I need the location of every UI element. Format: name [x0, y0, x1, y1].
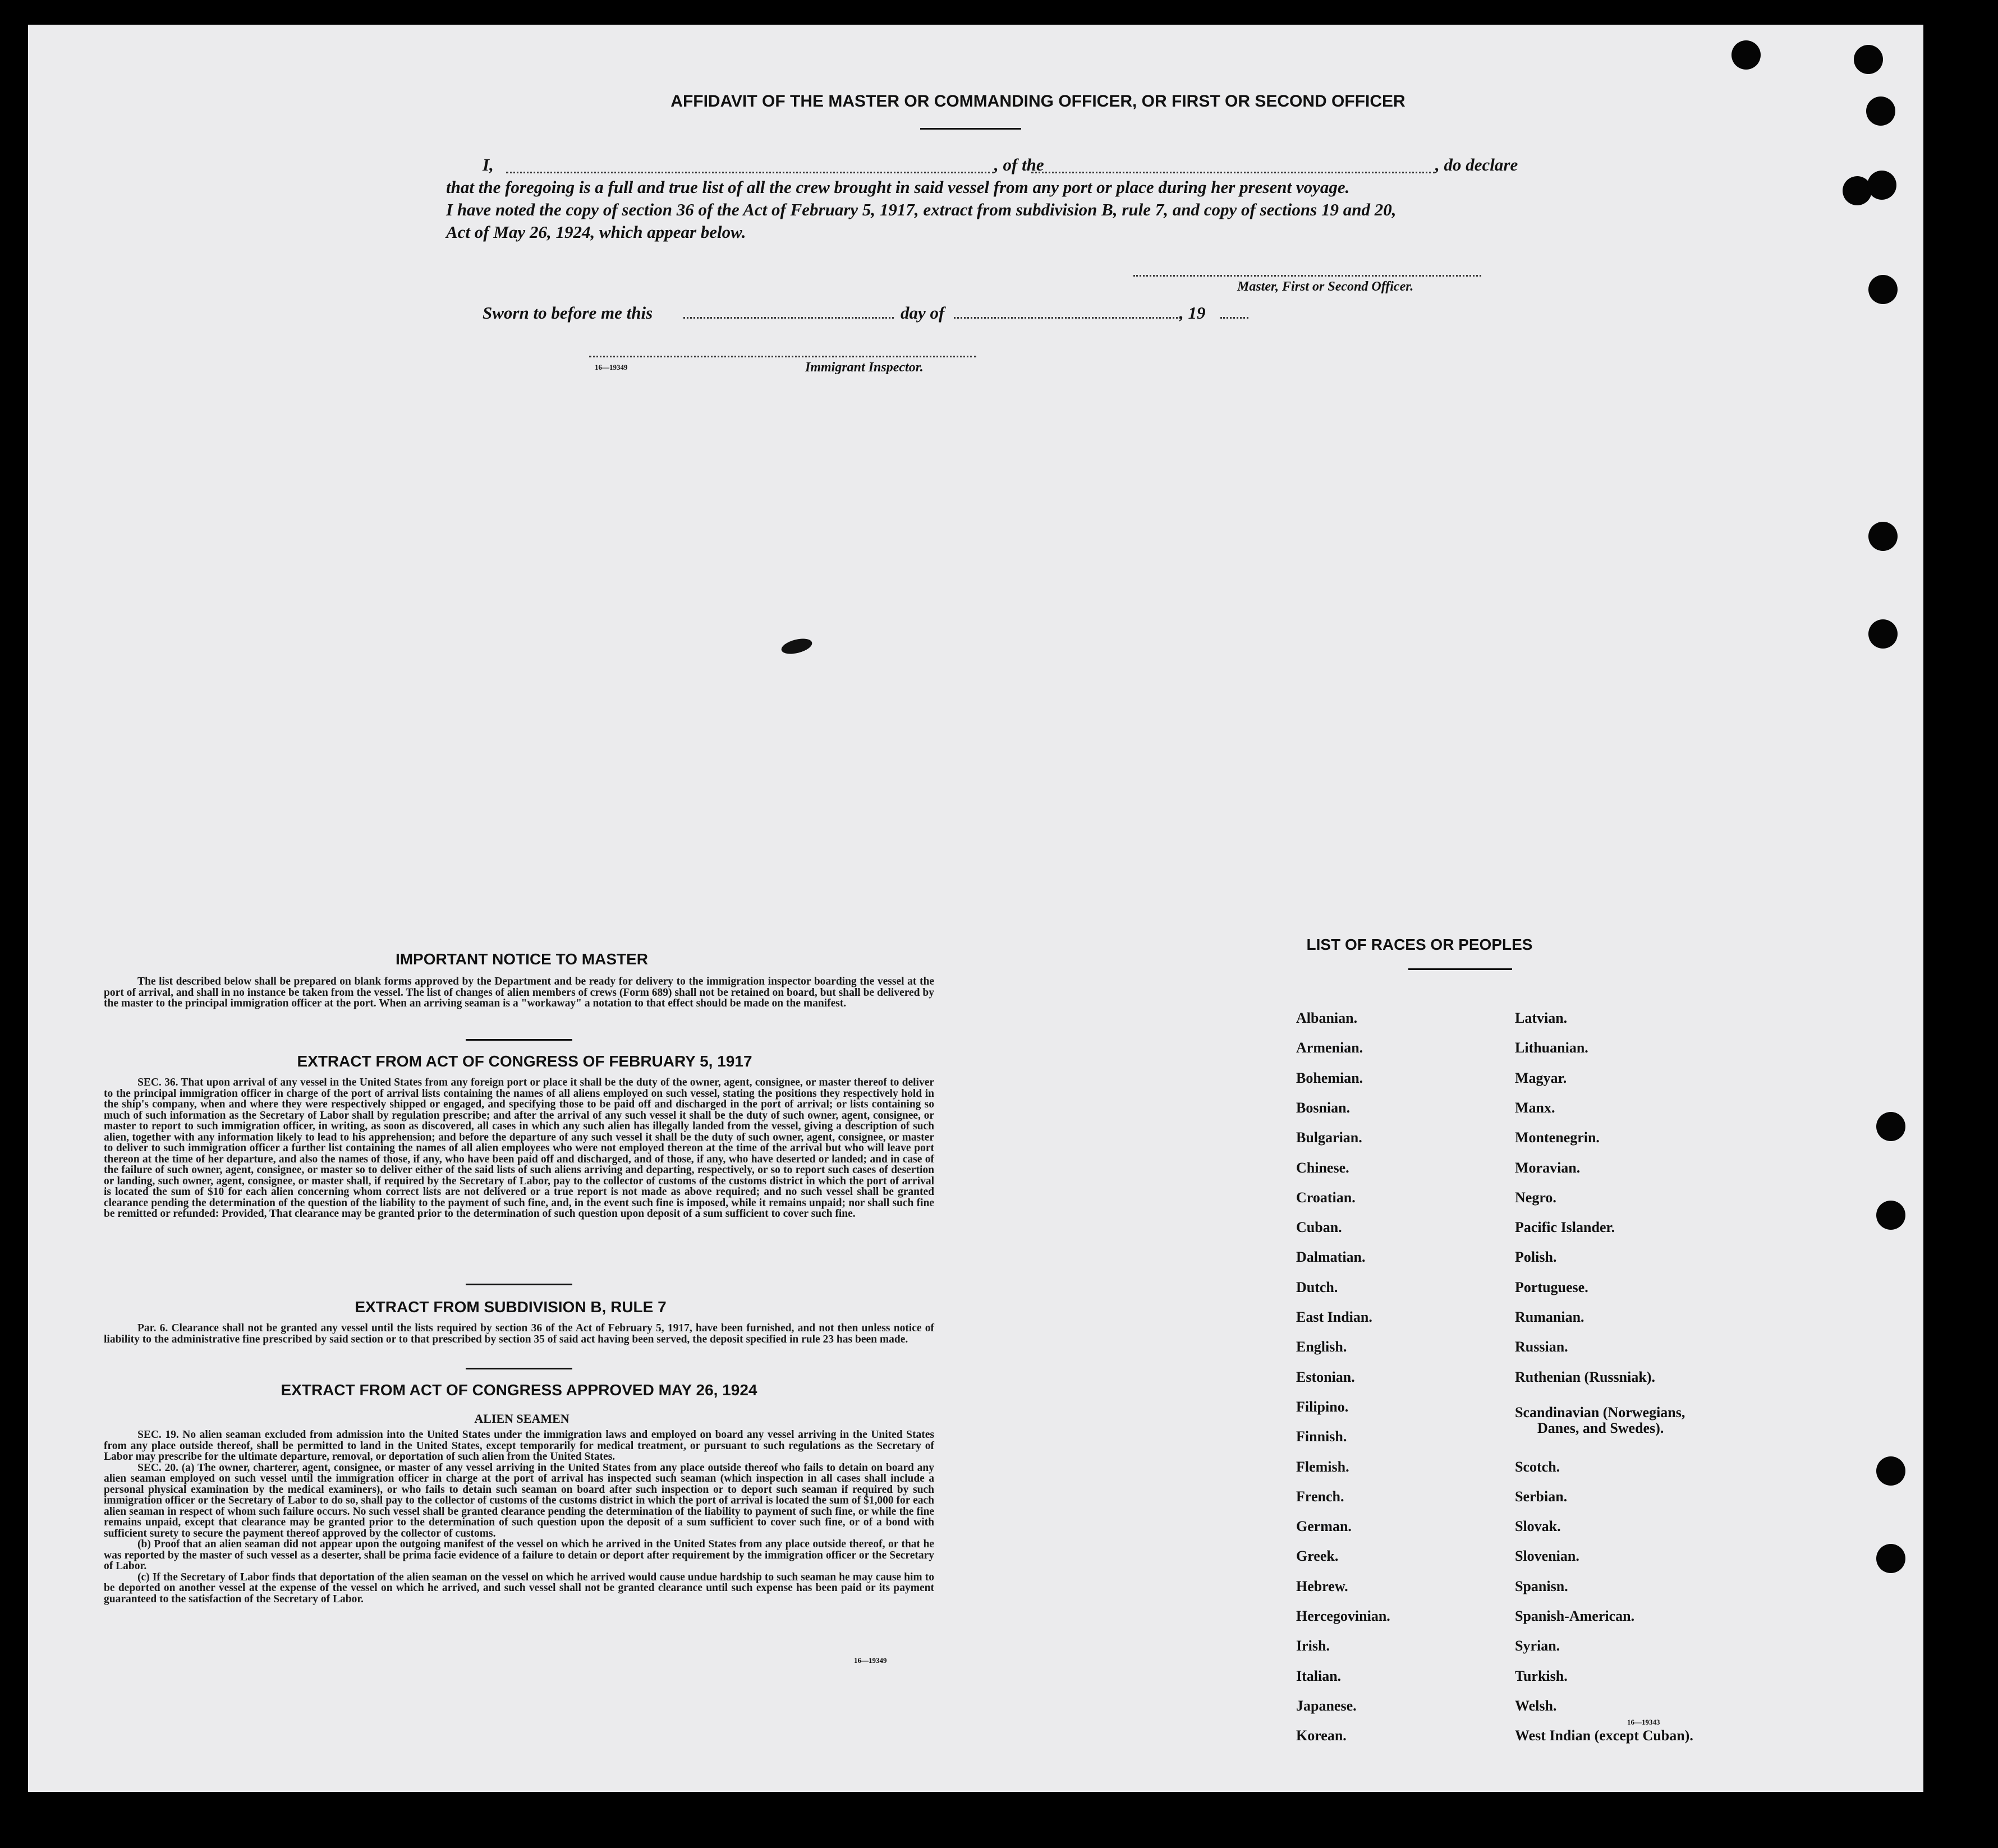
punch-hole: [1876, 1544, 1905, 1573]
race-item: Pacific Islander.: [1515, 1219, 1615, 1236]
ink-smudge: [780, 636, 814, 657]
inspector-label: Immigrant Inspector.: [805, 360, 924, 375]
race-item: Slovenian.: [1515, 1548, 1579, 1565]
declare-line-end: , do declare: [1435, 155, 1518, 174]
sec-19-paragraph: SEC. 19. No alien seaman excluded from admission into the United States under the immigration laws and employed on board any vessel arriving in the United States from any place outside thereof, shall be permitted to land in the United States, except temporarily for medical treatment, or pursuant to such regulations as the Secretary of Labor may prescribe for the ultimate departure, removal, or deportation of such alien from the United States.: [104, 1429, 934, 1463]
race-item: Montenegrin.: [1515, 1129, 1600, 1146]
race-item: Hebrew.: [1296, 1578, 1348, 1594]
race-item: Magyar.: [1515, 1069, 1567, 1086]
extract-1924-title: EXTRACT FROM ACT OF CONGRESS APPROVED MAY 26, 1924: [281, 1381, 757, 1399]
extract-1917-text: [104, 1077, 934, 1220]
alien-seamen-subtitle: ALIEN SEAMEN: [474, 1412, 569, 1426]
race-item: Armenian.: [1296, 1040, 1363, 1056]
race-item: Danes, and Swedes).: [1537, 1419, 1664, 1436]
declare-line-4: Act of May 26, 1924, which appear below.: [446, 222, 746, 242]
extract-form-number: 16—19349: [854, 1656, 887, 1665]
affidavit-form-number: 16—19349: [595, 363, 628, 371]
vessel-blank[interactable]: [1031, 172, 1435, 173]
race-item: West Indian (except Cuban).: [1515, 1727, 1693, 1744]
race-item: Polish.: [1515, 1249, 1557, 1266]
race-item: Bohemian.: [1296, 1069, 1363, 1086]
sec-36-paragraph: SEC. 36. That upon arrival of any vessel in the United States from any foreign port or place it shall be the duty of the owner, agent, consignee, or master thereof to deliver to the principal immigration officer in charge of the port of arrival lists containing the names of all aliens employed on such vessel, stating the positions they respectively hold in the ship's company, when and where they were respectively shipped or engaged, and specifying those to be paid off and discharged in the port of arrival; or lists containing so much of such information as the Secretary of Labor shall by regulation prescribe; and after the arrival of any such vessel it shall be the duty of such owner, agent, consignee, or master to report to such immigration officer, in writing, as soon as discovered, all cases in which any such alien has illegally landed from the vessel, giving a description of such alien, together with any information likely to lead to his apprehension; and before the departure of any such vessel it shall be the duty of such owner, agent, consignee, or master to deliver to such immigration officer a further list containing the names of all alien employees who were not employed thereon at the time of the arrival but who will leave port thereon at the time of her departure, and also the names of those, if any, who have been paid off and discharged, and of those, if any, who have deserted or landed; and in case of the failure of such owner, agent, consignee, or master so to deliver either of the said lists of such aliens arriving and departing, respectively, or so to report such cases of desertion or landing, such owner, agent, consignee, or master shall, if required by the Secretary of Labor, pay to the collector of customs of the customs district in which the port of arrival is located the sum of $10 for each alien concerning whom correct lists are not delivered or a true report is not made as above required; and no such vessel shall be granted clearance pending the determination of the question of the liability to the payment of such fine, and, in the event such fine is imposed, while it remains unpaid; nor shall such fine be remitted or refunded: Provided, That clearance may be granted prior to the determination of such question upon deposit of a sum sufficient to cover such fine.: [104, 1077, 934, 1220]
race-item: Scotch.: [1515, 1458, 1560, 1475]
divider-2: [466, 1284, 572, 1285]
race-item: Flemish.: [1296, 1458, 1349, 1475]
par-6-paragraph: Par. 6. Clearance shall not be granted any vessel until the lists required by section 36 of the Act of February 5, 1917, have been furnished, and not then unless notice of liability to the administrative fine prescribed by said section or to that prescribed by section 35 of said act having been served, the deposit specified in rule 23 has been made.: [104, 1322, 934, 1345]
race-item: Greek.: [1296, 1548, 1339, 1565]
race-item: Dalmatian.: [1296, 1249, 1366, 1266]
race-item: Japanese.: [1296, 1697, 1357, 1714]
divider-1: [466, 1039, 572, 1041]
race-item: Cuban.: [1296, 1219, 1342, 1236]
punch-hole: [1731, 40, 1761, 70]
sworn-day-blank[interactable]: [683, 317, 894, 319]
race-item: East Indian.: [1296, 1309, 1372, 1325]
race-item: Scandinavian (Norwegians,: [1515, 1404, 1685, 1421]
races-title: LIST OF RACES OR PEOPLES: [1306, 936, 1533, 953]
race-item: Estonian.: [1296, 1368, 1355, 1385]
race-item: Ruthenian (Russniak).: [1515, 1368, 1655, 1385]
punch-hole: [1868, 522, 1898, 551]
race-item: English.: [1296, 1339, 1347, 1355]
race-item: Rumanian.: [1515, 1309, 1584, 1325]
inspector-signature-blank[interactable]: [589, 356, 976, 357]
sec-20b-paragraph: (b) Proof that an alien seaman did not appear upon the outgoing manifest of the vessel on which he arrived in the United States from any place outside thereof, or that he was reported by the master of such vessel as a deserter, shall be prima facie evidence of a failure to detain or deport after requirement by the immigration officer or the Secretary of Labor.: [104, 1538, 934, 1572]
race-item: Croatian.: [1296, 1189, 1356, 1206]
punch-hole: [1876, 1456, 1905, 1486]
extract-1924-text: [104, 1429, 934, 1605]
race-item: Hercegovinian.: [1296, 1608, 1390, 1624]
sworn-label: Sworn to before me this: [483, 303, 653, 323]
declare-line-3: I have noted the copy of section 36 of the Act of February 5, 1917, extract from subdivision B, rule 7, and copy of sections 19 and 20,: [446, 200, 1397, 219]
race-item: Slovak.: [1515, 1518, 1561, 1535]
race-item: Portuguese.: [1515, 1279, 1588, 1295]
race-item: Serbian.: [1515, 1488, 1568, 1505]
signature-label: Master, First or Second Officer.: [1237, 279, 1414, 294]
affidavit-title: AFFIDAVIT OF THE MASTER OR COMMANDING OFFICER, OR FIRST OR SECOND OFFICER: [670, 92, 1406, 111]
signature-blank[interactable]: [1133, 275, 1481, 277]
race-item: Negro.: [1515, 1189, 1556, 1206]
divider-3: [466, 1368, 572, 1369]
extract-1917-title: EXTRACT FROM ACT OF CONGRESS OF FEBRUARY 5, 1917: [297, 1052, 752, 1070]
race-item: Syrian.: [1515, 1638, 1560, 1654]
name-blank[interactable]: [506, 172, 994, 173]
notice-paragraph: The list described below shall be prepared on blank forms approved by the Department and be ready for delivery to the immigration inspector boarding the vessel at the port of arrival, and shall in no instance be taken from the vessel. The list of changes of alien members of crews (Form 689) shall not be retained on board, but shall be delivered by the master to the principal immigration officer at the port. When an arriving seaman is a "workaway" a notation to that effect should be made on the manifest.: [104, 976, 934, 1009]
declare-line-2: that the foregoing is a full and true list of all the crew brought in said vessel from any port or place during her present voyage.: [446, 177, 1350, 197]
race-item: Dutch.: [1296, 1279, 1338, 1295]
sworn-month-blank[interactable]: [954, 317, 1181, 319]
race-item: Korean.: [1296, 1727, 1347, 1744]
races-form-number: 16—19343: [1627, 1718, 1660, 1726]
punch-hole: [1868, 275, 1898, 304]
race-item: Irish.: [1296, 1638, 1330, 1654]
punch-hole: [1866, 96, 1895, 126]
sec-20c-paragraph: (c) If the Secretary of Labor finds that deportation of the alien seaman on the vessel on which he arrived would cause undue hardship to such seaman he may cause him to be deported on another vessel at the expense of the vessel on which he arrived, and such vessel shall not be granted clearance until such expense has been paid or its payment guaranteed to the satisfaction of the Secretary of Labor.: [104, 1571, 934, 1605]
race-item: Welsh.: [1515, 1697, 1557, 1714]
race-item: Italian.: [1296, 1667, 1342, 1684]
race-item: Moravian.: [1515, 1159, 1581, 1176]
race-item: Russian.: [1515, 1339, 1568, 1355]
race-item: Bulgarian.: [1296, 1129, 1362, 1146]
sec-20a-paragraph: SEC. 20. (a) The owner, charterer, agent, consignee, or master of any vessel arriving in the United States from any place outside thereof who fails to detain on board any alien seaman employed on such vessel until the immigration officer in charge at the port of arrival has inspected such seaman (which inspection in all cases shall include a personal physical examination by the medical examiners), or who fails to detain such seaman on board after such inspection or to deport such seaman if required by such immigration officer or the Secretary of Labor to do so, shall pay to the collector of customs of the customs district in which the port of arrival is located the sum of $1,000 for each alien seaman in respect of whom such failure occurs. No such vessel shall be granted clearance pending the determination of the liability to payment of such fine, or while the fine remains unpaid, except that clearance may be granted prior to the determination of such question upon the deposit of a sum sufficient to cover such fine, or of a bond with sufficient surety to secure the payment thereof approved by the collector of customs.: [104, 1461, 934, 1539]
races-divider: [1408, 968, 1512, 970]
race-item: Spanish-American.: [1515, 1608, 1635, 1624]
notice-title: IMPORTANT NOTICE TO MASTER: [395, 950, 649, 968]
race-item: Manx.: [1515, 1099, 1555, 1116]
title-divider: [920, 128, 1021, 130]
race-item: Turkish.: [1515, 1667, 1568, 1684]
race-item: Spanisn.: [1515, 1578, 1568, 1594]
document-sheet: [28, 25, 1923, 1792]
punch-hole: [1867, 171, 1896, 200]
race-item: Latvian.: [1515, 1010, 1568, 1026]
sworn-year-blank[interactable]: [1220, 317, 1248, 319]
race-item: Filipino.: [1296, 1398, 1349, 1415]
sworn-year: , 19: [1179, 303, 1206, 323]
declare-line-start: I,: [483, 155, 494, 174]
notice-text: [104, 976, 934, 1009]
race-item: Chinese.: [1296, 1159, 1349, 1176]
punch-hole: [1876, 1201, 1905, 1230]
race-item: Bosnian.: [1296, 1099, 1351, 1116]
punch-hole: [1876, 1112, 1905, 1141]
subdivision-b-text: [104, 1323, 934, 1345]
sworn-day-of: day of: [901, 303, 945, 323]
declare-line-mid: , of the: [994, 155, 1044, 174]
race-item: Albanian.: [1296, 1010, 1358, 1026]
punch-hole: [1854, 45, 1883, 74]
subdivision-b-title: EXTRACT FROM SUBDIVISION B, RULE 7: [355, 1298, 667, 1316]
race-item: French.: [1296, 1488, 1344, 1505]
race-item: Finnish.: [1296, 1428, 1347, 1445]
race-item: German.: [1296, 1518, 1352, 1535]
punch-hole: [1868, 619, 1898, 649]
race-item: Lithuanian.: [1515, 1040, 1588, 1056]
